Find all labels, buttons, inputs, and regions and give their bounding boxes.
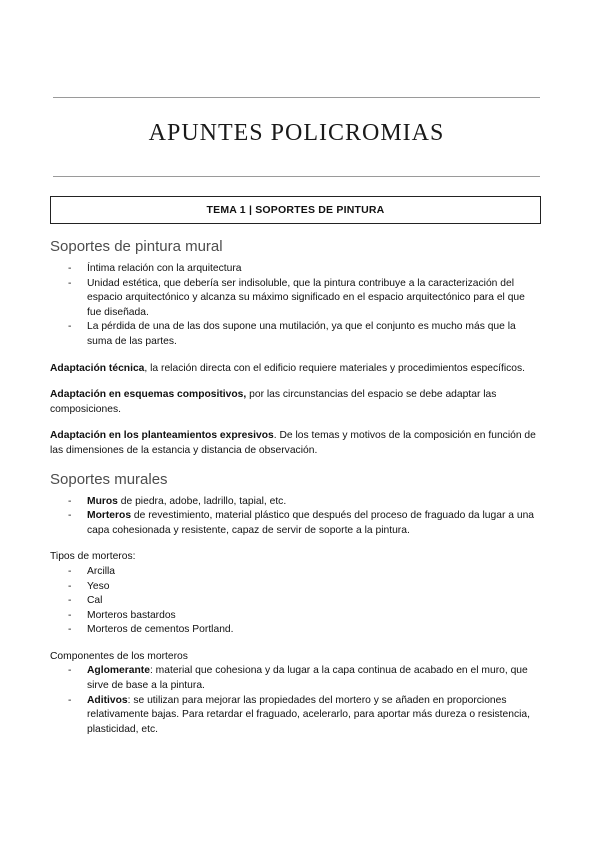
list-item: - Morteros de cementos Portland.	[50, 623, 542, 638]
topic-label: TEMA 1 | SOPORTES DE PINTURA	[206, 204, 385, 216]
list-item: - Yeso	[50, 580, 542, 595]
bold-term: Morteros	[87, 510, 132, 522]
paragraph-adaptacion-esquemas	[50, 388, 542, 417]
pintura-mural-list	[50, 262, 542, 350]
list-item	[50, 694, 542, 738]
list-item: - Unidad estética, que debería ser indisoluble, que la pintura contribuye a la caracterización del espacio arquitectónico y alcanza su máximo significado en el espacio arquitectónico para el que fue diseñada.	[50, 277, 542, 321]
paragraph-text: por las circunstancias del espacio se debe adaptar las composiciones.	[50, 389, 497, 415]
list-item: - La pérdida de una de las dos supone una mutilación, ya que el conjunto es mucho más que la suma de las partes.	[50, 320, 542, 349]
tipos-morteros-title: Tipos de morteros:	[50, 551, 136, 563]
list-item: - Íntima relación con la arquitectura	[50, 262, 542, 277]
soportes-murales-list	[50, 495, 542, 539]
item-text: de revestimiento, material plástico que después del proceso de fraguado da lugar a una capa cohesionada y resistente, capaz de servir de soporte a la pintura.	[87, 510, 535, 536]
list-item: - Morteros bastardos	[50, 609, 542, 624]
title-bottom-rule	[53, 176, 540, 177]
componentes-morteros-list	[50, 664, 542, 737]
list-item	[50, 495, 542, 510]
bold-term: Adaptación técnica	[50, 362, 145, 374]
content-body	[50, 238, 542, 737]
componentes-morteros-title: Componentes de los morteros	[50, 650, 188, 662]
bold-term: Aditivos	[87, 694, 128, 706]
paragraph-adaptacion-tecnica	[50, 362, 542, 377]
bold-term: Aglomerante	[87, 665, 150, 677]
document-title: APUNTES POLICROMIAS	[148, 120, 445, 146]
list-item: - Arcilla	[50, 565, 542, 580]
paragraph-adaptacion-expresivos	[50, 429, 542, 458]
section-heading-soportes-murales: Soportes murales	[50, 470, 168, 488]
paragraph-text: . De los temas y motivos de la composición en función de las dimensiones de la estancia y distancia de observación.	[50, 430, 536, 456]
item-text: : se utilizan para mejorar las propiedades del mortero y se añaden en proporciones relativamente bajas. Para retardar el fraguado, acelerarlo, para aportar más dureza o resistencia, plasticidad, etc.	[87, 694, 530, 735]
bold-term: Adaptación en los planteamientos expresivos	[50, 430, 274, 442]
list-item: - Cal	[50, 594, 542, 609]
tipos-morteros-list	[50, 565, 542, 638]
paragraph-text: , la relación directa con el edificio requiere materiales y procedimientos específicos.	[144, 362, 526, 374]
top-rule	[53, 97, 540, 98]
topic-box	[50, 196, 541, 224]
list-item	[50, 509, 542, 538]
list-item	[50, 664, 542, 693]
bold-term: Adaptación en esquemas compositivos,	[50, 389, 247, 401]
bold-term: Muros	[87, 495, 118, 507]
item-text: de piedra, adobe, ladrillo, tapial, etc.	[117, 495, 287, 507]
item-text: : material que cohesiona y da lugar a la capa continua de acabado en el muro, que sirve de base a la pintura.	[87, 665, 528, 692]
section-heading-pintura-mural: Soportes de pintura mural	[50, 238, 223, 255]
